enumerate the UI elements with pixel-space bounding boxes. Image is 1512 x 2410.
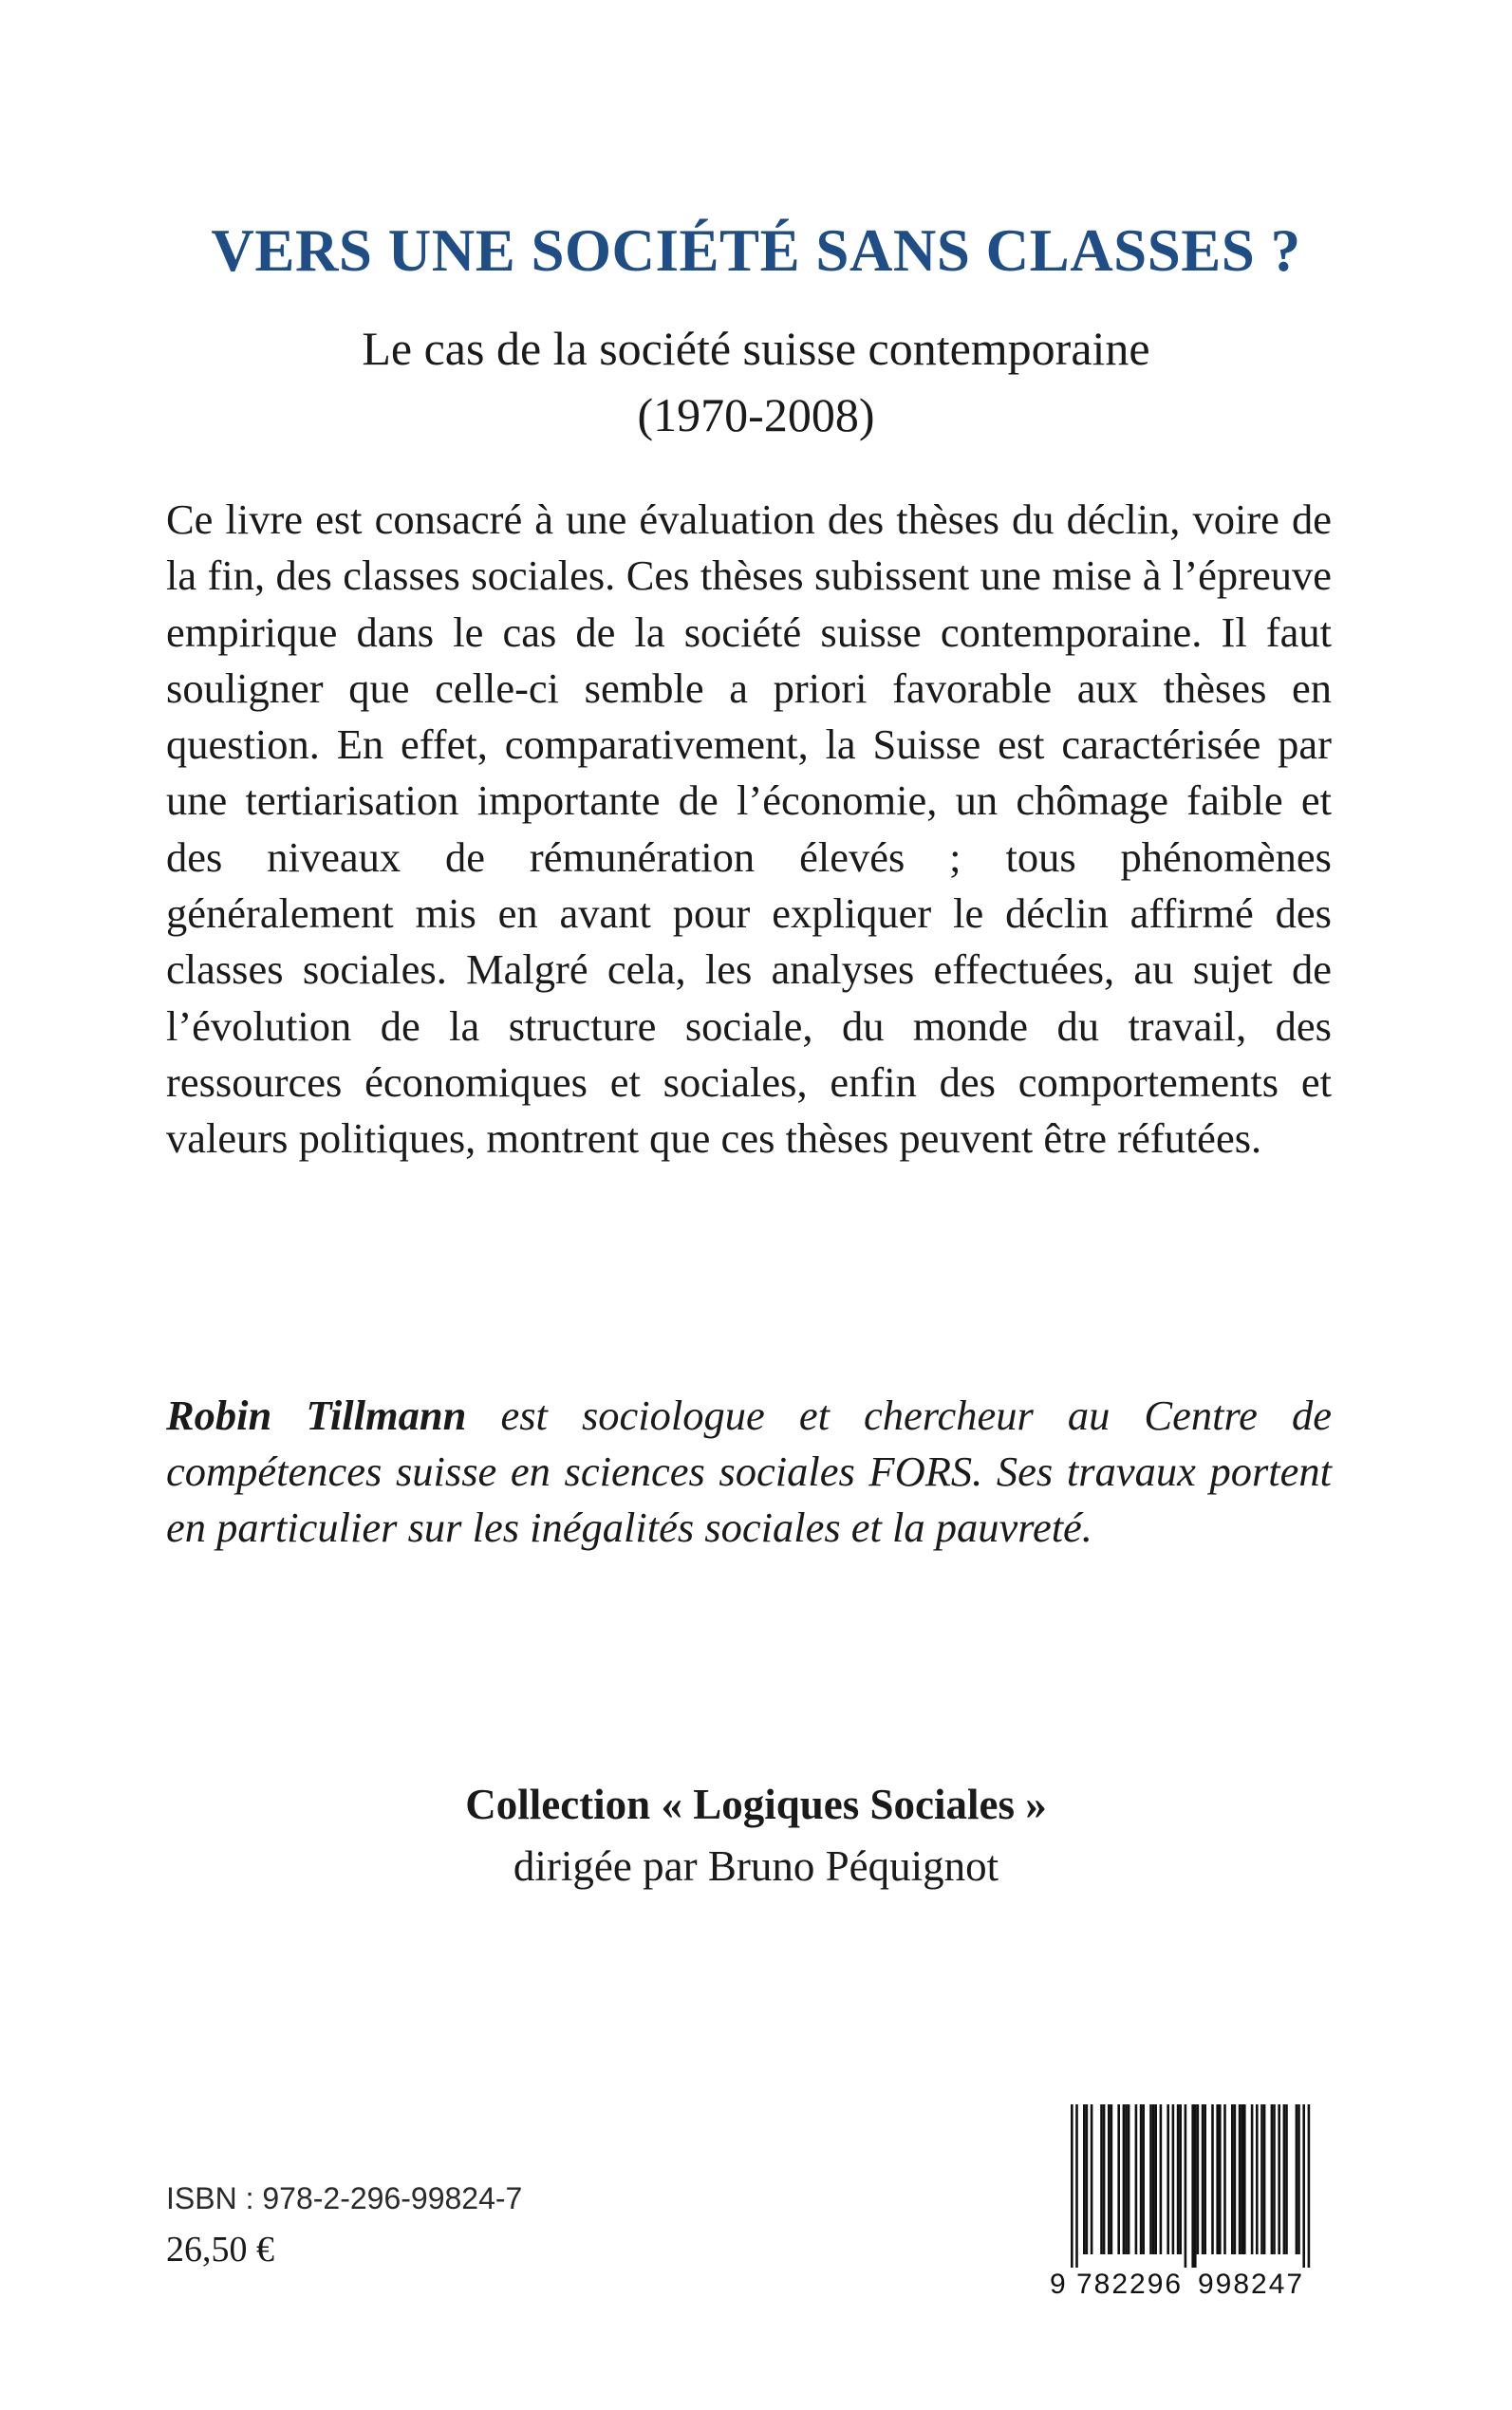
barcode-bar <box>1204 2104 1206 2254</box>
barcode-digits-left: 782296 <box>1076 2269 1184 2300</box>
barcode-bar <box>1297 2104 1300 2254</box>
barcode-bar <box>1091 2104 1093 2254</box>
barcode-bar <box>1231 2104 1234 2254</box>
barcode-bar <box>1191 2104 1194 2268</box>
barcode-digits-right: 998247 <box>1198 2269 1305 2300</box>
barcode-bar <box>1239 2104 1241 2254</box>
barcode-bar <box>1167 2104 1169 2254</box>
barcode-graphic <box>1042 2101 1327 2300</box>
barcode-bar <box>1296 2104 1298 2254</box>
barcode-bar <box>1285 2104 1288 2254</box>
barcode-bar <box>1179 2104 1182 2254</box>
barcode-bar <box>1234 2104 1237 2254</box>
barcode-bar <box>1149 2104 1152 2254</box>
back-cover-blurb: Ce livre est consacré à une évaluation des thèses du déclin, voire de la fin, des classes sociales. Ces thèses subissent une mise à l’épreuve empirique dans le cas de la société suisse contemporaine. Il faut souligner que celle-ci semble a priori favorable aux thèses en question. En effet, comparativement, la Suisse est caractérisée par une tertiarisation importante de l’économie, un chômage faible et des niveaux de rémunération élevés ; tous phénomènes généralement mis en avant pour expliquer le déclin affirmé des classes sociales. Malgré cela, les analyses effectuées, au sujet de l’évolution de la structure sociale, du monde du travail, des ressources économiques et sociales, enfin des comportements et valeurs politiques, montrent que ces thèses peuvent être réfutées. <box>166 495 1332 1163</box>
barcode-bar <box>1154 2104 1157 2254</box>
barcode <box>1042 2101 1327 2300</box>
barcode-bars <box>1071 2104 1310 2268</box>
barcode-bar <box>1223 2104 1226 2254</box>
isbn-number: ISBN : 978-2-296-99824-7 <box>166 2181 523 2215</box>
barcode-bar <box>1160 2104 1163 2254</box>
book-subtitle: Le cas de la société suisse contemporaine <box>362 322 1150 375</box>
barcode-bar <box>1241 2104 1243 2254</box>
barcode-bar <box>1273 2104 1276 2254</box>
barcode-bar <box>1256 2104 1259 2254</box>
barcode-bar <box>1202 2104 1204 2254</box>
author-name: Robin Tillmann <box>166 1392 467 1439</box>
barcode-bar <box>1123 2104 1126 2254</box>
book-title: VERS UNE SOCIÉTÉ SANS CLASSES ? <box>211 217 1301 284</box>
barcode-bar <box>1111 2104 1113 2254</box>
barcode-bar <box>1177 2104 1180 2254</box>
barcode-digit-first: 9 <box>1050 2269 1066 2300</box>
barcode-bar <box>1103 2104 1106 2254</box>
barcode-bar <box>1172 2104 1175 2254</box>
barcode-bar <box>1243 2104 1246 2254</box>
barcode-bar <box>1211 2104 1214 2254</box>
barcode-bar <box>1197 2104 1200 2254</box>
barcode-bar <box>1117 2104 1120 2254</box>
barcode-bar <box>1278 2104 1280 2254</box>
barcode-bar <box>1108 2104 1111 2254</box>
collection-director: dirigée par Bruno Péquignot <box>513 1842 999 1890</box>
barcode-bar <box>1071 2104 1073 2268</box>
barcode-bar <box>1128 2104 1130 2254</box>
barcode-bar <box>1216 2104 1219 2254</box>
barcode-bar <box>1135 2104 1138 2254</box>
barcode-bar <box>1271 2104 1274 2254</box>
author-bio <box>166 1388 1332 1556</box>
barcode-bar <box>1100 2104 1103 2254</box>
barcode-bar <box>1251 2104 1254 2254</box>
barcode-bar <box>1086 2104 1089 2254</box>
barcode-bar <box>1219 2104 1222 2254</box>
barcode-bar <box>1083 2104 1086 2254</box>
barcode-bar <box>1125 2104 1128 2254</box>
barcode-bar <box>1075 2104 1078 2268</box>
barcode-bar <box>1140 2104 1143 2254</box>
author-description: est sociologue et chercheur au Centre de compétences suisse en sciences sociales FORS. Ses travaux portent en particulier sur les inégalités sociales et la pauvreté. <box>166 1392 1332 1551</box>
barcode-bar <box>1283 2104 1286 2254</box>
barcode-bar <box>1302 2104 1305 2268</box>
price: 26,50 € <box>166 2230 274 2270</box>
barcode-bar <box>1194 2104 1197 2268</box>
barcode-bar <box>1308 2104 1311 2268</box>
barcode-bar <box>1185 2104 1187 2268</box>
barcode-bar <box>1263 2104 1266 2254</box>
barcode-bar <box>1142 2104 1145 2254</box>
book-date-range: (1970-2008) <box>637 388 875 441</box>
barcode-bar <box>1260 2104 1263 2254</box>
barcode-bar <box>1152 2104 1155 2254</box>
collection-name: Collection « Logiques Sociales » <box>465 1781 1047 1828</box>
